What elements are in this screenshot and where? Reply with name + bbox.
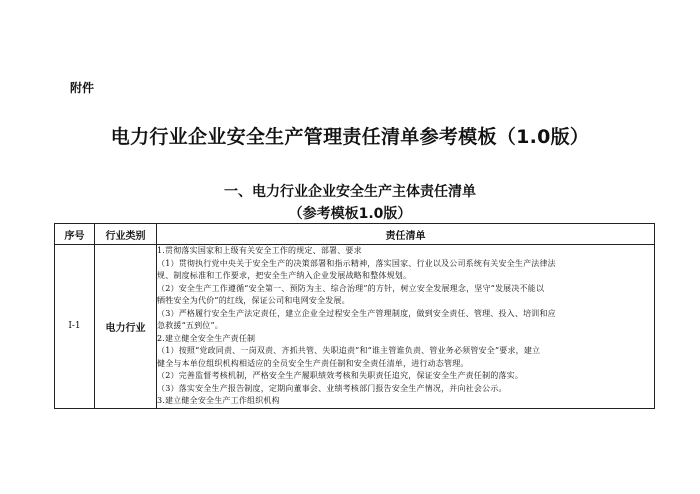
row-code: I-1 xyxy=(55,245,95,409)
duty-line: 1.贯彻落实国家和上级有关安全工作的规定、部署、要求 xyxy=(157,246,362,255)
duty-line: （1）贯彻执行党中央关于安全生产的决策部署和指示精神，落实国家、行业以及公司系统有关安全生产法律法 xyxy=(157,258,556,268)
duty-line: 3.建立健全安全生产工作组织机构 xyxy=(157,396,280,405)
row-industry: 电力行业 xyxy=(95,245,157,409)
responsibility-table xyxy=(54,223,655,409)
duty-line: 规、制度标准和工作要求，把安全生产纳入企业发展战略和整体规划。 xyxy=(157,271,412,280)
row-duties xyxy=(157,245,655,409)
duty-line: （3）落实安全生产报告制度，定期向董事会、业绩考核部门报告安全生产情况，并向社会公示。 xyxy=(157,383,507,393)
section-title: 一、电力行业企业安全生产主体责任清单 xyxy=(224,184,476,200)
document-title: 电力行业企业安全生产管理责任清单参考模板（1.0版） xyxy=(110,126,590,148)
duty-line: （2）安全生产工作遵循“安全第一、预防为主、综合治理”的方针，树立安全发展理念，坚守“发展决不能以 xyxy=(157,283,545,293)
duty-line: 牺牲安全为代价”的红线，保证公司和电网安全发展。 xyxy=(157,296,350,305)
section-subtitle: （参考模板1.0版） xyxy=(288,206,412,222)
duty-line: （2）完善监督考核机制，严格安全生产履职绩效考核和失职责任追究，保证安全生产责任制的落实。 xyxy=(157,371,524,380)
table-header-row xyxy=(55,224,655,245)
table-row xyxy=(55,245,655,409)
header-industry: 行业类别 xyxy=(95,224,157,245)
duty-line: （1）按照“党政同责、一岗双责、齐抓共管、失职追责”和“谁主管谁负责、管业务必须管安全”要求，建立 xyxy=(157,346,541,355)
attachment-label: 附件 xyxy=(70,81,95,95)
duty-line: 急救援“五到位”。 xyxy=(157,321,223,330)
header-duties: 责任清单 xyxy=(157,224,655,245)
duty-line: 健全与本单位组织机构相适应的全员安全生产责任制和安全责任清单，进行动态管理。 xyxy=(157,358,469,368)
duty-line: 2.建立健全安全生产责任制 xyxy=(157,333,256,343)
header-serial: 序号 xyxy=(55,224,95,245)
duty-line: （3）严格履行安全生产法定责任，建立企业全过程安全生产管理制度，做到安全责任、管理、投入、培训和应 xyxy=(157,308,556,318)
